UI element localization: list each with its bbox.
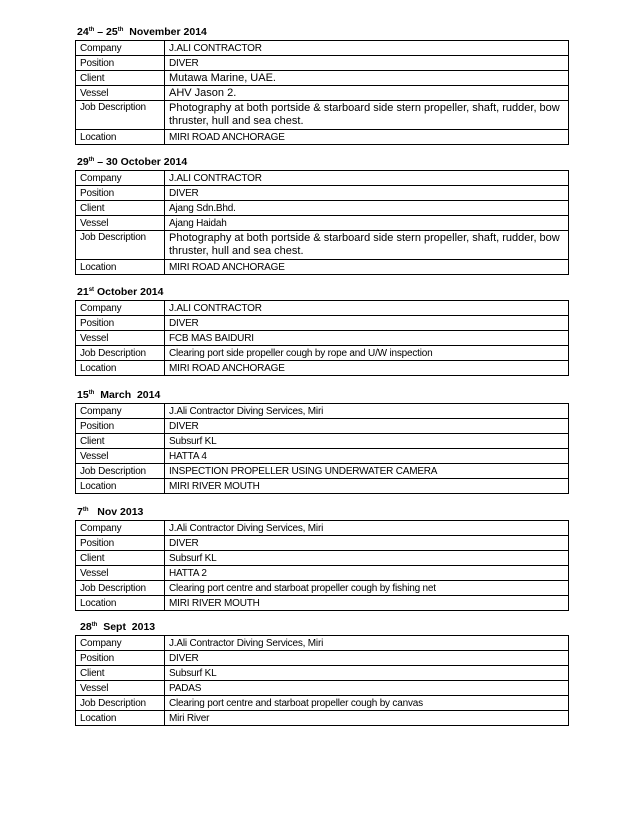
location-label: Location — [76, 361, 165, 376]
table-row — [76, 331, 569, 346]
table-row — [76, 101, 569, 130]
experience-entry — [75, 620, 569, 726]
position-value: DIVER — [165, 536, 569, 551]
table-row — [76, 419, 569, 434]
entry-date: 15th March 2014 — [77, 389, 161, 401]
position-value: DIVER — [165, 316, 569, 331]
company-value: J.Ali Contractor Diving Services, Miri — [165, 636, 569, 651]
table-row — [76, 596, 569, 611]
vessel-value: HATTA 4 — [165, 449, 569, 464]
location-value: MIRI RIVER MOUTH — [165, 479, 569, 494]
table-row — [76, 301, 569, 316]
client-label: Client — [76, 666, 165, 681]
location-label: Location — [76, 260, 165, 275]
entry-date: 29th – 30 October 2014 — [77, 156, 188, 168]
job-label: Job Description — [76, 581, 165, 596]
table-row — [76, 201, 569, 216]
company-label: Company — [76, 41, 165, 56]
position-label: Position — [76, 186, 165, 201]
vessel-value: PADAS — [165, 681, 569, 696]
position-value: DIVER — [165, 56, 569, 71]
location-value: MIRI ROAD ANCHORAGE — [165, 260, 569, 275]
job-value: Clearing port side propeller cough by rope and U/W inspection — [165, 346, 569, 361]
vessel-label: Vessel — [76, 331, 165, 346]
position-value: DIVER — [165, 419, 569, 434]
job-label: Job Description — [76, 696, 165, 711]
location-value: MIRI RIVER MOUTH — [165, 596, 569, 611]
experience-entry — [75, 25, 569, 145]
position-label: Position — [76, 419, 165, 434]
client-label: Client — [76, 201, 165, 216]
table-row — [76, 231, 569, 260]
job-value: Clearing port centre and starboat propeller cough by canvas — [165, 696, 569, 711]
company-value: J.Ali Contractor Diving Services, Miri — [165, 521, 569, 536]
table-row — [76, 666, 569, 681]
job-label: Job Description — [76, 101, 165, 130]
client-value: Subsurf KL — [165, 551, 569, 566]
location-label: Location — [76, 711, 165, 726]
location-value: MIRI ROAD ANCHORAGE — [165, 130, 569, 145]
table-row — [76, 521, 569, 536]
entry-table — [75, 170, 569, 275]
entry-table — [75, 300, 569, 376]
table-row — [76, 346, 569, 361]
company-value: J.ALI CONTRACTOR — [165, 301, 569, 316]
job-value: Photography at both portside & starboard side stern propeller, shaft, rudder, bow thruster, hull and sea chest. — [165, 231, 569, 260]
table-row — [76, 186, 569, 201]
experience-entry — [75, 505, 569, 611]
table-row — [76, 681, 569, 696]
entry-date: 21st October 2014 — [77, 286, 164, 298]
job-value: INSPECTION PROPELLER USING UNDERWATER CAMERA — [165, 464, 569, 479]
client-value: Ajang Sdn.Bhd. — [165, 201, 569, 216]
table-row — [76, 434, 569, 449]
vessel-value: FCB MAS BAIDURI — [165, 331, 569, 346]
table-row — [76, 260, 569, 275]
vessel-label: Vessel — [76, 216, 165, 231]
entry-date: 28th Sept 2013 — [80, 621, 156, 633]
client-label: Client — [76, 551, 165, 566]
job-label: Job Description — [76, 346, 165, 361]
table-row — [76, 636, 569, 651]
job-value: Clearing port centre and starboat propeller cough by fishing net — [165, 581, 569, 596]
table-row — [76, 171, 569, 186]
location-label: Location — [76, 479, 165, 494]
table-row — [76, 216, 569, 231]
company-value: J.ALI CONTRACTOR — [165, 171, 569, 186]
job-label: Job Description — [76, 231, 165, 260]
company-label: Company — [76, 404, 165, 419]
table-row — [76, 479, 569, 494]
company-label: Company — [76, 636, 165, 651]
location-value: MIRI ROAD ANCHORAGE — [165, 361, 569, 376]
table-row — [76, 361, 569, 376]
vessel-label: Vessel — [76, 449, 165, 464]
table-row — [76, 651, 569, 666]
table-row — [76, 449, 569, 464]
entry-date: 7th Nov 2013 — [77, 506, 144, 518]
position-label: Position — [76, 536, 165, 551]
company-value: J.ALI CONTRACTOR — [165, 41, 569, 56]
entry-table — [75, 40, 569, 145]
table-row — [76, 536, 569, 551]
job-value: Photography at both portside & starboard side stern propeller, shaft, rudder, bow thruster, hull and sea chest. — [165, 101, 569, 130]
table-row — [76, 566, 569, 581]
client-value: Mutawa Marine, UAE. — [165, 71, 569, 86]
experience-entry — [75, 155, 569, 275]
company-value: J.Ali Contractor Diving Services, Miri — [165, 404, 569, 419]
entry-table — [75, 403, 569, 494]
table-row — [76, 581, 569, 596]
client-label: Client — [76, 434, 165, 449]
position-label: Position — [76, 316, 165, 331]
position-value: DIVER — [165, 186, 569, 201]
client-value: Subsurf KL — [165, 434, 569, 449]
table-row — [76, 56, 569, 71]
vessel-value: Ajang Haidah — [165, 216, 569, 231]
table-row — [76, 404, 569, 419]
position-label: Position — [76, 56, 165, 71]
table-row — [76, 551, 569, 566]
entry-table — [75, 635, 569, 726]
client-label: Client — [76, 71, 165, 86]
table-row — [76, 316, 569, 331]
vessel-label: Vessel — [76, 566, 165, 581]
table-row — [76, 130, 569, 145]
position-label: Position — [76, 651, 165, 666]
client-value: Subsurf KL — [165, 666, 569, 681]
position-value: DIVER — [165, 651, 569, 666]
entry-table — [75, 520, 569, 611]
table-row — [76, 86, 569, 101]
location-value: Miri River — [165, 711, 569, 726]
vessel-label: Vessel — [76, 681, 165, 696]
location-label: Location — [76, 596, 165, 611]
job-label: Job Description — [76, 464, 165, 479]
table-row — [76, 71, 569, 86]
vessel-label: Vessel — [76, 86, 165, 101]
entry-date: 24th – 25th November 2014 — [77, 26, 207, 38]
table-row — [76, 711, 569, 726]
table-row — [76, 41, 569, 56]
experience-entry — [75, 285, 569, 376]
vessel-value: HATTA 2 — [165, 566, 569, 581]
table-row — [76, 464, 569, 479]
company-label: Company — [76, 171, 165, 186]
table-row — [76, 696, 569, 711]
company-label: Company — [76, 521, 165, 536]
location-label: Location — [76, 130, 165, 145]
company-label: Company — [76, 301, 165, 316]
experience-entry — [75, 388, 569, 494]
vessel-value: AHV Jason 2. — [165, 86, 569, 101]
